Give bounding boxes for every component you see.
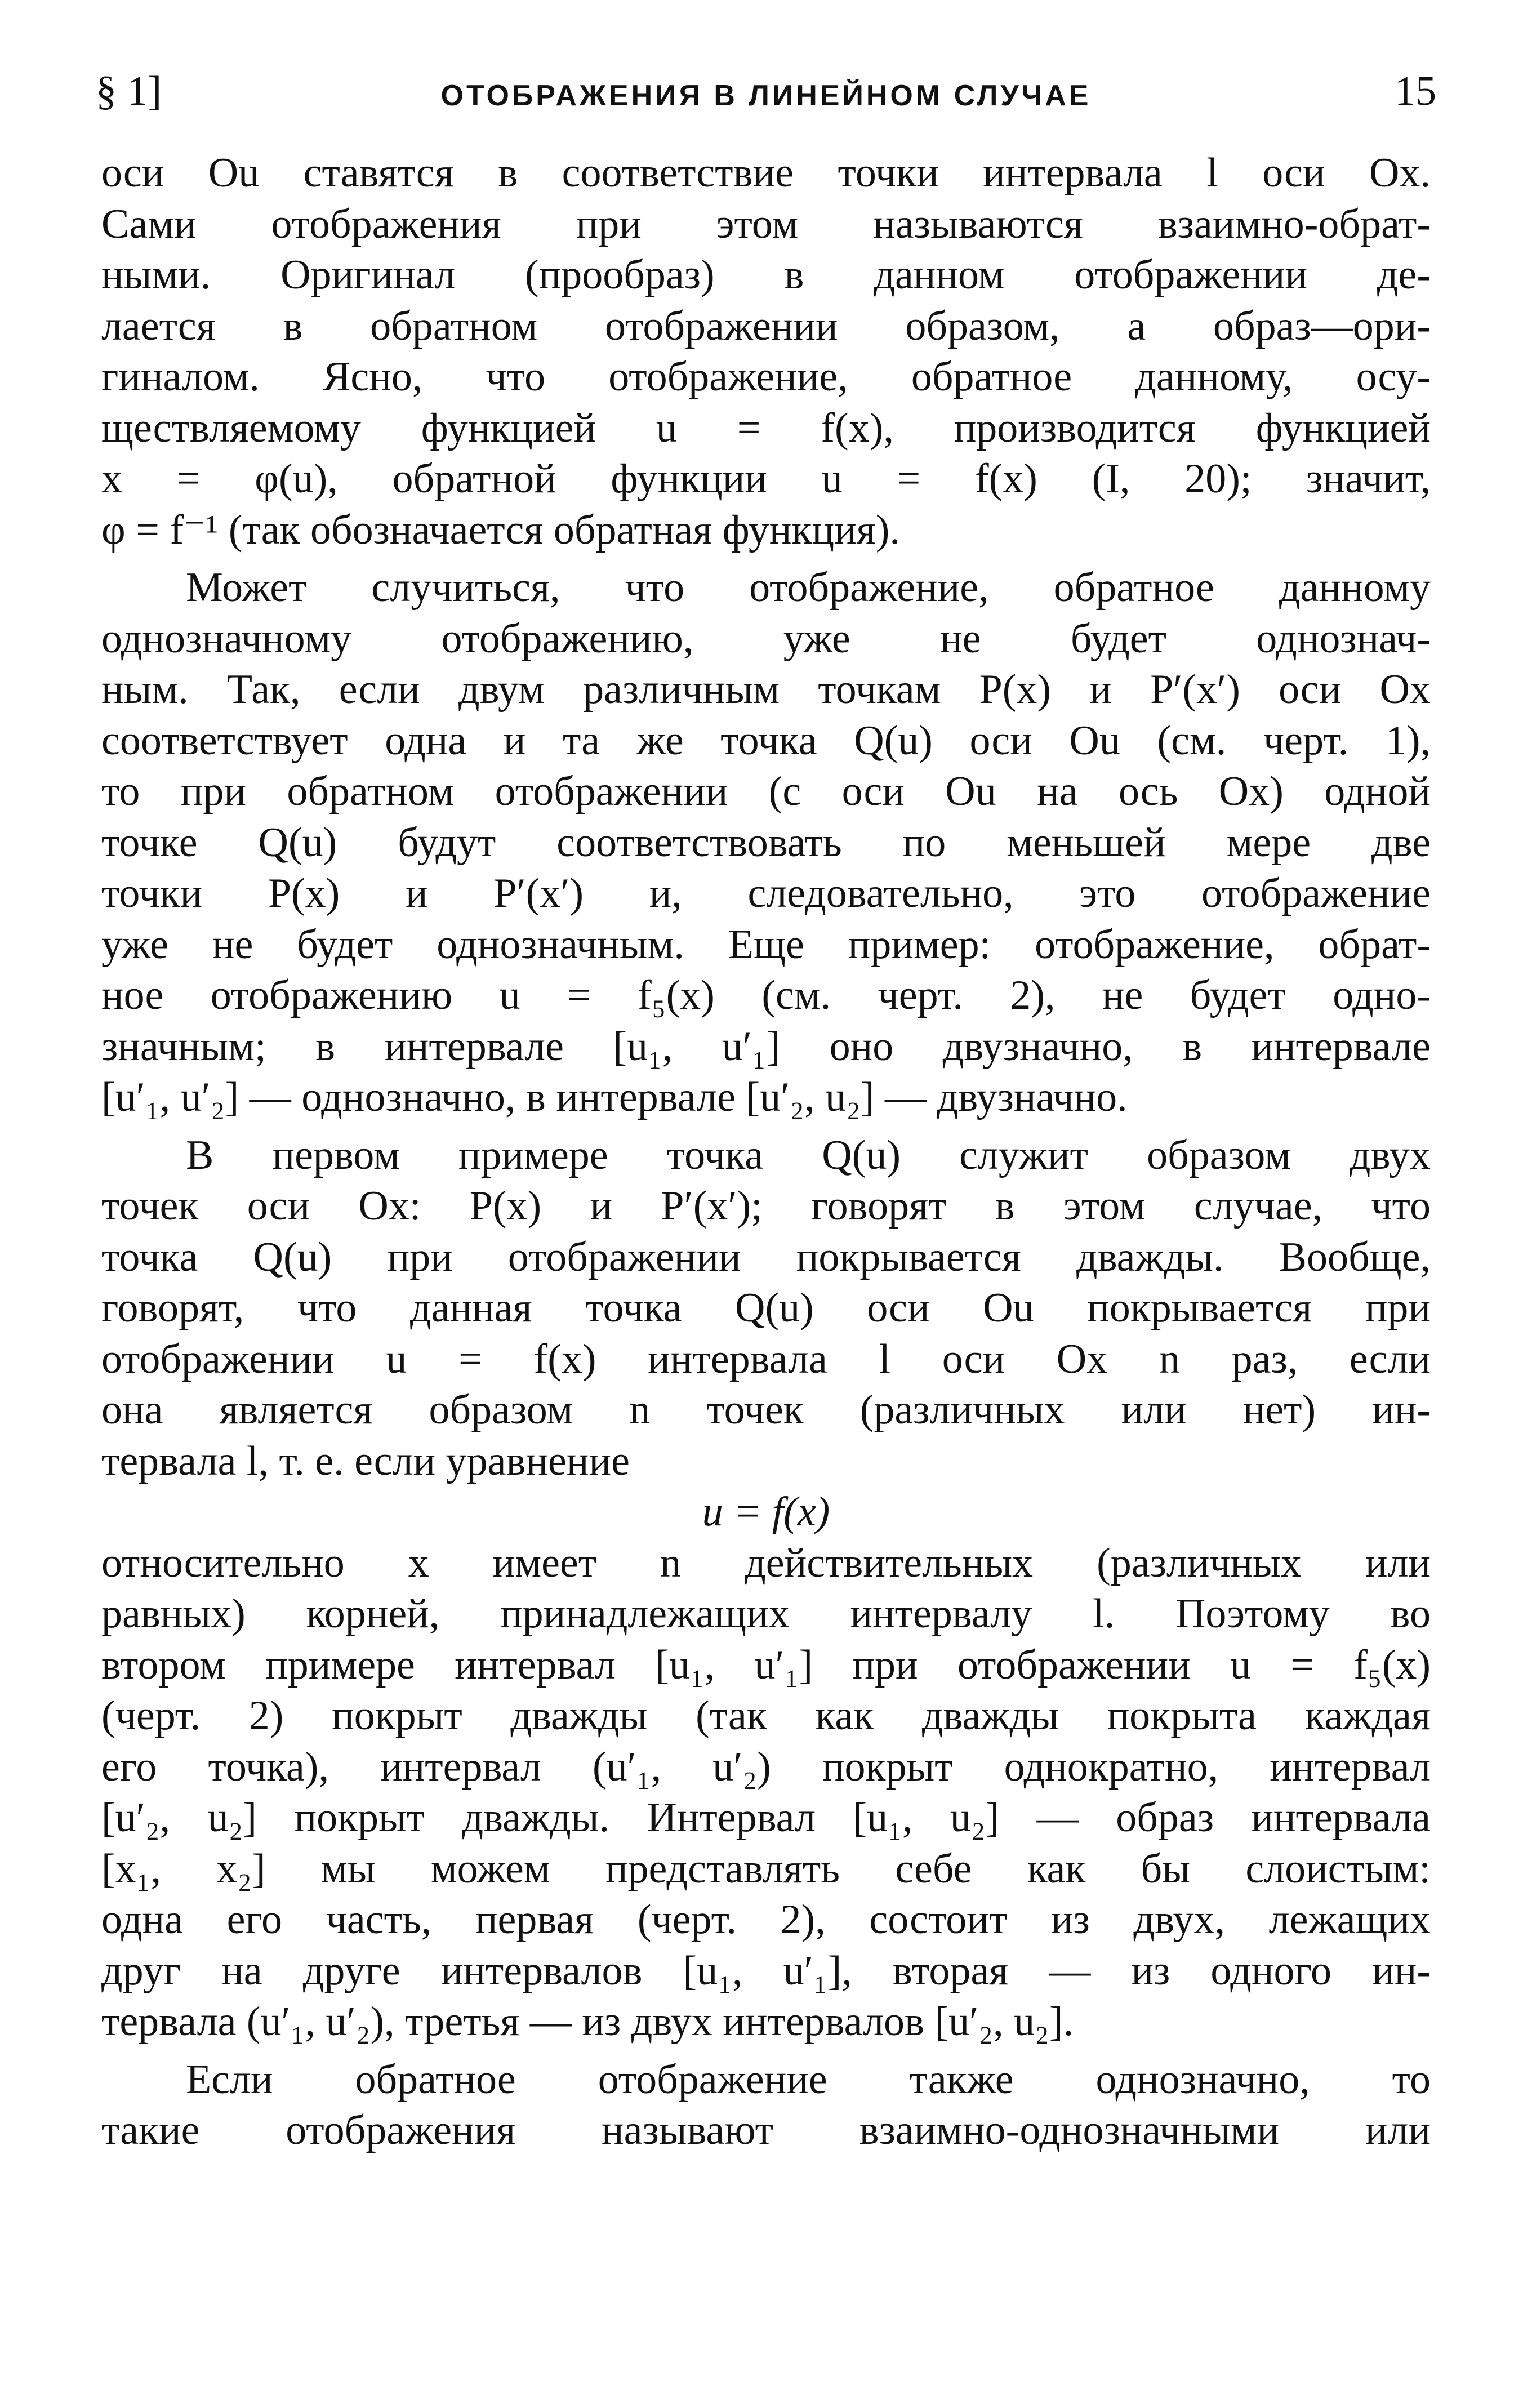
text-line: [x₁, x₂] мы можем представлять себе как бы слоистым:: [101, 1845, 1431, 1892]
text-line: лается в обратном отображении образом, а образ—ори-: [101, 302, 1431, 349]
section-marker: § 1]: [96, 68, 162, 114]
paragraph: [101, 562, 1431, 1123]
text-line: она является образом n точек (различных или нет) ин-: [101, 1387, 1431, 1433]
text-line: значным; в интервале [u₁, u′₁] оно двузначно, в интервале: [101, 1023, 1431, 1070]
text-line: то при обратном отображении (с оси Ou на ось Ox) одной: [101, 768, 1431, 814]
text-line: тервала (u′₁, u′₂), третья — из двух интервалов [u′₂, u₂].: [101, 1998, 1074, 2045]
paragraph: [101, 1538, 1431, 2048]
text-line: относительно x имеет n действительных (различных или: [101, 1539, 1431, 1586]
text-line: такие отображения называют взаимно-однозначными или: [101, 2107, 1431, 2153]
text-line: говорят, что данная точка Q(u) оси Ou покрывается при: [101, 1285, 1431, 1331]
display-formula: [101, 1486, 1431, 1538]
text-line: однозначному отображению, уже не будет однознач-: [101, 615, 1431, 662]
text-line: [u′₂, u₂] покрыт дважды. Интервал [u₁, u₂] — образ интервала: [101, 1795, 1431, 1841]
text-line: В первом примере точка Q(u) служит образом двух: [186, 1132, 1431, 1178]
text-line: точек оси Ox: P(x) и P′(x′); говорят в этом случае, что: [101, 1183, 1431, 1229]
paragraph: [101, 2054, 1431, 2156]
text-line: точка Q(u) при отображении покрывается дважды. Вообще,: [101, 1234, 1431, 1280]
text-line: равных) корней, принадлежащих интервалу l. Поэтому во: [101, 1591, 1431, 1637]
page-number: 15: [1395, 68, 1436, 114]
text-line: Если обратное отображение также однозначно, то: [186, 2056, 1431, 2103]
text-line: уже не будет однозначным. Еще пример: отображение, обрат-: [101, 921, 1431, 968]
text-line: оси Ou ставятся в соответствие точки интервала l оси Ox.: [101, 150, 1431, 196]
text-line: ными. Оригинал (прообраз) в данном отображении де-: [101, 252, 1431, 298]
running-head: [96, 68, 1436, 118]
paragraph: [101, 148, 1431, 555]
text-line: точке Q(u) будут соответствовать по меньшей мере две: [101, 819, 1431, 866]
text-line: гиналом. Ясно, что отображение, обратное данному, осу-: [101, 354, 1431, 400]
text-line: отображении u = f(x) интервала l оси Ox n раз, если: [101, 1336, 1431, 1382]
text-line: друг на друге интервалов [u₁, u′₁], вторая — из одного ин-: [101, 1947, 1431, 1994]
text-line: точки P(x) и P′(x′) и, следовательно, это отображение: [101, 870, 1431, 916]
text-line: ным. Так, если двум различным точкам P(x) и P′(x′) оси Ox: [101, 666, 1431, 713]
text-line: ное отображению u = f₅(x) (см. черт. 2), не будет одно-: [101, 972, 1431, 1018]
paragraph: [101, 1130, 1431, 1487]
text-line: φ = f⁻¹ (так обозначается обратная функция).: [101, 506, 900, 553]
chapter-title: ОТОБРАЖЕНИЯ В ЛИНЕЙНОМ СЛУЧАЕ: [440, 79, 1092, 112]
text-line: Может случиться, что отображение, обратное данному: [186, 564, 1431, 611]
text-line: втором примере интервал [u₁, u′₁] при отображении u = f₅(x): [101, 1641, 1431, 1688]
text-line: Сами отображения при этом называются взаимно-обрат-: [101, 201, 1431, 247]
text-line: одна его часть, первая (черт. 2), состоит из двух, лежащих: [101, 1897, 1431, 1943]
body-text: [101, 148, 1431, 2156]
formula-text: u = f(x): [702, 1489, 830, 1535]
text-line: соответствует одна и та же точка Q(u) оси Ou (см. черт. 1),: [101, 717, 1431, 764]
text-line: тервала l, т. е. если уравнение: [101, 1437, 630, 1484]
text-line: ществляемому функцией u = f(x), производится функцией: [101, 404, 1431, 451]
text-line: его точка), интервал (u′₁, u′₂) покрыт однократно, интервал: [101, 1743, 1431, 1790]
text-line: (черт. 2) покрыт дважды (так как дважды покрыта каждая: [101, 1693, 1431, 1739]
text-line: [u′₁, u′₂] — однозначно, в интервале [u′₂, u₂] — двузначно.: [101, 1074, 1128, 1120]
text-line: x = φ(u), обратной функции u = f(x) (I, 20); значит,: [101, 456, 1431, 502]
